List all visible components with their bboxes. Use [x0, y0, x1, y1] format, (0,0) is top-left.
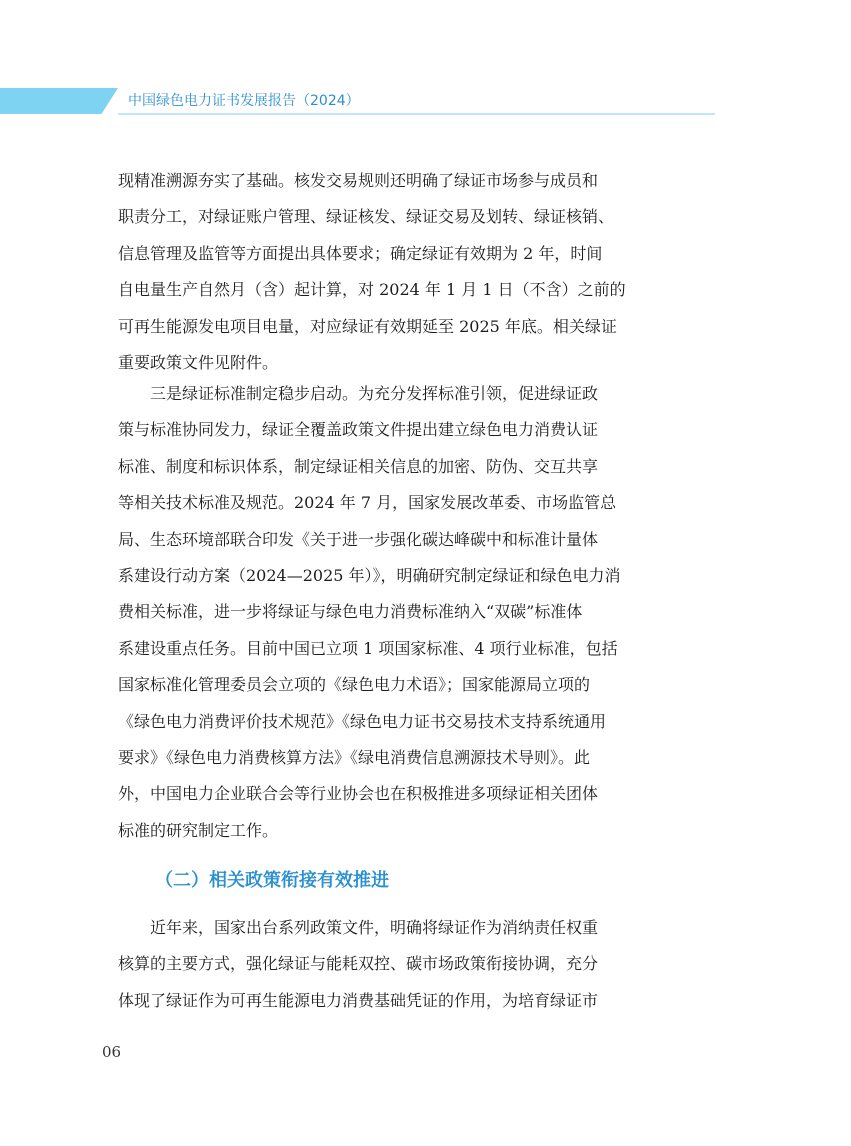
header-accent-band: [0, 88, 118, 114]
text-line: 三是绿证标准制定稳步启动。为充分发挥标准引领，促进绿证政: [118, 384, 599, 403]
paragraph-1: [118, 163, 718, 381]
header-divider: [118, 113, 715, 115]
text-line: 系建设重点任务。目前中国已立项 1 项国家标准、4 项行业标准，包括: [118, 638, 618, 658]
text-line: 等相关技术标准及规范。2024 年 7 月，国家发展改革委、市场监管总: [118, 493, 617, 513]
text-line: 外，中国电力企业联合会等行业协会也在积极推进多项绿证相关团体: [118, 784, 599, 804]
text-line: 费相关标准，进一步将绿证与绿色电力消费标准纳入“双碳”标准体: [118, 602, 583, 622]
running-header-title: 中国绿色电力证书发展报告（2024）: [128, 93, 360, 109]
paragraph-2: [118, 376, 718, 849]
text-line: 近年来，国家出台系列政策文件，明确将绿证作为消纳责任权重: [118, 918, 599, 937]
text-line: 《绿色电力消费评价技术规范》《绿色电力证书交易技术支持系统通用: [118, 711, 607, 731]
text-line: 信息管理及监管等方面提出具体要求；确定绿证有效期为 2 年，时间: [118, 243, 603, 263]
text-line: 核算的主要方式，强化绿证与能耗双控、碳市场政策衔接协调，充分: [118, 954, 599, 974]
text-line: 重要政策文件见附件。: [118, 352, 279, 372]
text-line: 策与标准协同发力，绿证全覆盖政策文件提出建立绿色电力消费认证: [118, 420, 599, 440]
text-line: 局、生态环境部联合印发《关于进一步强化碳达峰碳中和标准计量体: [118, 529, 599, 549]
text-line: 标准的研究制定工作。: [118, 820, 279, 840]
text-line: 可再生能源发电项目电量，对应绿证有效期延至 2025 年底。相关绿证: [118, 316, 617, 336]
text-line: 职责分工，对绿证账户管理、绿证核发、绿证交易及划转、绿证核销、: [118, 207, 615, 227]
text-line: 标准、制度和标识体系，制定绿证相关信息的加密、防伪、交互共享: [118, 456, 599, 476]
paragraph-3: [118, 910, 718, 1019]
section-heading: （二）相关政策衔接有效推进: [155, 870, 389, 891]
page-number: 06: [102, 1043, 122, 1061]
text-line: 国家标准化管理委员会立项的《绿色电力术语》；国家能源局立项的: [118, 675, 591, 695]
text-line: 现精准溯源夯实了基础。核发交易规则还明确了绿证市场参与成员和: [118, 171, 599, 190]
text-line: 自电量生产自然月（含）起计算，对 2024 年 1 月 1 日（不含）之前的: [118, 280, 626, 300]
text-line: 系建设行动方案（2024—2025 年）》，明确研究制定绿证和绿色电力消: [118, 565, 621, 585]
text-line: 要求》《绿色电力消费核算方法》《绿电消费信息溯源技术导则》。此: [118, 747, 591, 767]
text-line: 体现了绿证作为可再生能源电力消费基础凭证的作用，为培育绿证市: [118, 990, 599, 1010]
